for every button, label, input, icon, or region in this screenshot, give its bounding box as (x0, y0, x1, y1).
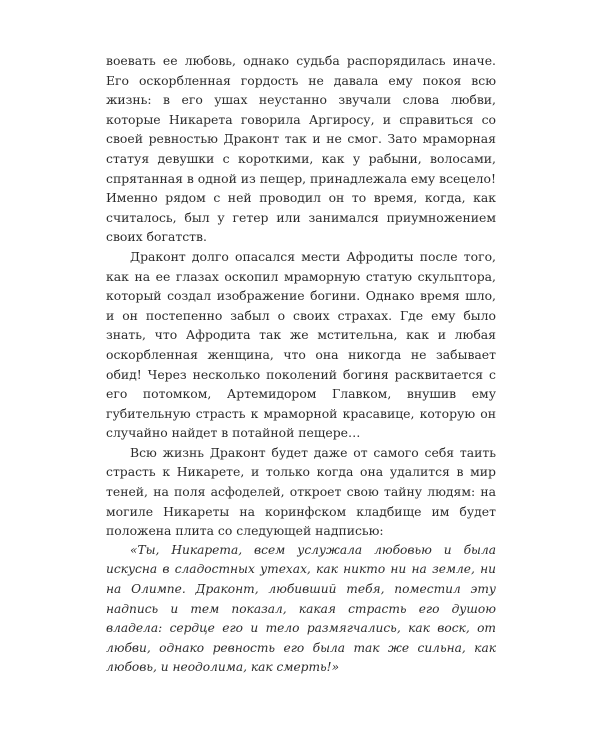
book-page (106, 51, 496, 678)
paragraph-aphrodite-revenge: Драконт долго опасался мести Афродиты после того, как на ее глазах оскопил мраморную статую скульптора, который создал изображение богини. Однако время шло, и он постепенно забыл о своих страхах. Где ему было знать, что Афродита так же мстительна, как и любая оскорбленная женщина, что она никогда не забывает обид! Через несколько поколений богиня расквитается с его потомком, Артемидором Главком, внушив ему губительную страсть к мраморной красавице, которую он случайно найдет в потайной пещере… (106, 248, 496, 441)
paragraph-hidden-passion: Всю жизнь Драконт будет даже от самого себя таить страсть к Никарете, и только когда она удалится в мир теней, на поля асфоделей, откроет свою тайну людям: на могиле Никареты на коринфском кладбище им будет положена плита со следующей надписью: (106, 444, 496, 539)
paragraph-epitaph: «Ты, Никарета, всем услужала любовью и была искусна в сладостных утехах, как никто ни на земле, ни на Олимпе. Драконт, любивший тебя, поместил эту надпись и тем показал, какая страсть его душою владела: сердце его и тело размягчались, как воск, от любви, однако ревность его была так же сильна, как любовь, и неодолима, как смерть!» (106, 542, 496, 675)
paragraph-continuation: воевать ее любовь, однако судьба распорядилась иначе. Его оскорбленная гордость не давала ему покоя всю жизнь: в его ушах неустанно звучали слова любви, которые Никарета говорила Аргиросу, и справиться со своей ревностью Драконт так и не смог. Зато мраморная статуя девушки с короткими, как у рабыни, волосами, спрятанная в одной из пещер, принадлежала ему всецело! Именно рядом с ней проводил он то время, когда, как считалось, был у гетер или занимался приумножением своих богатств. (106, 53, 496, 245)
